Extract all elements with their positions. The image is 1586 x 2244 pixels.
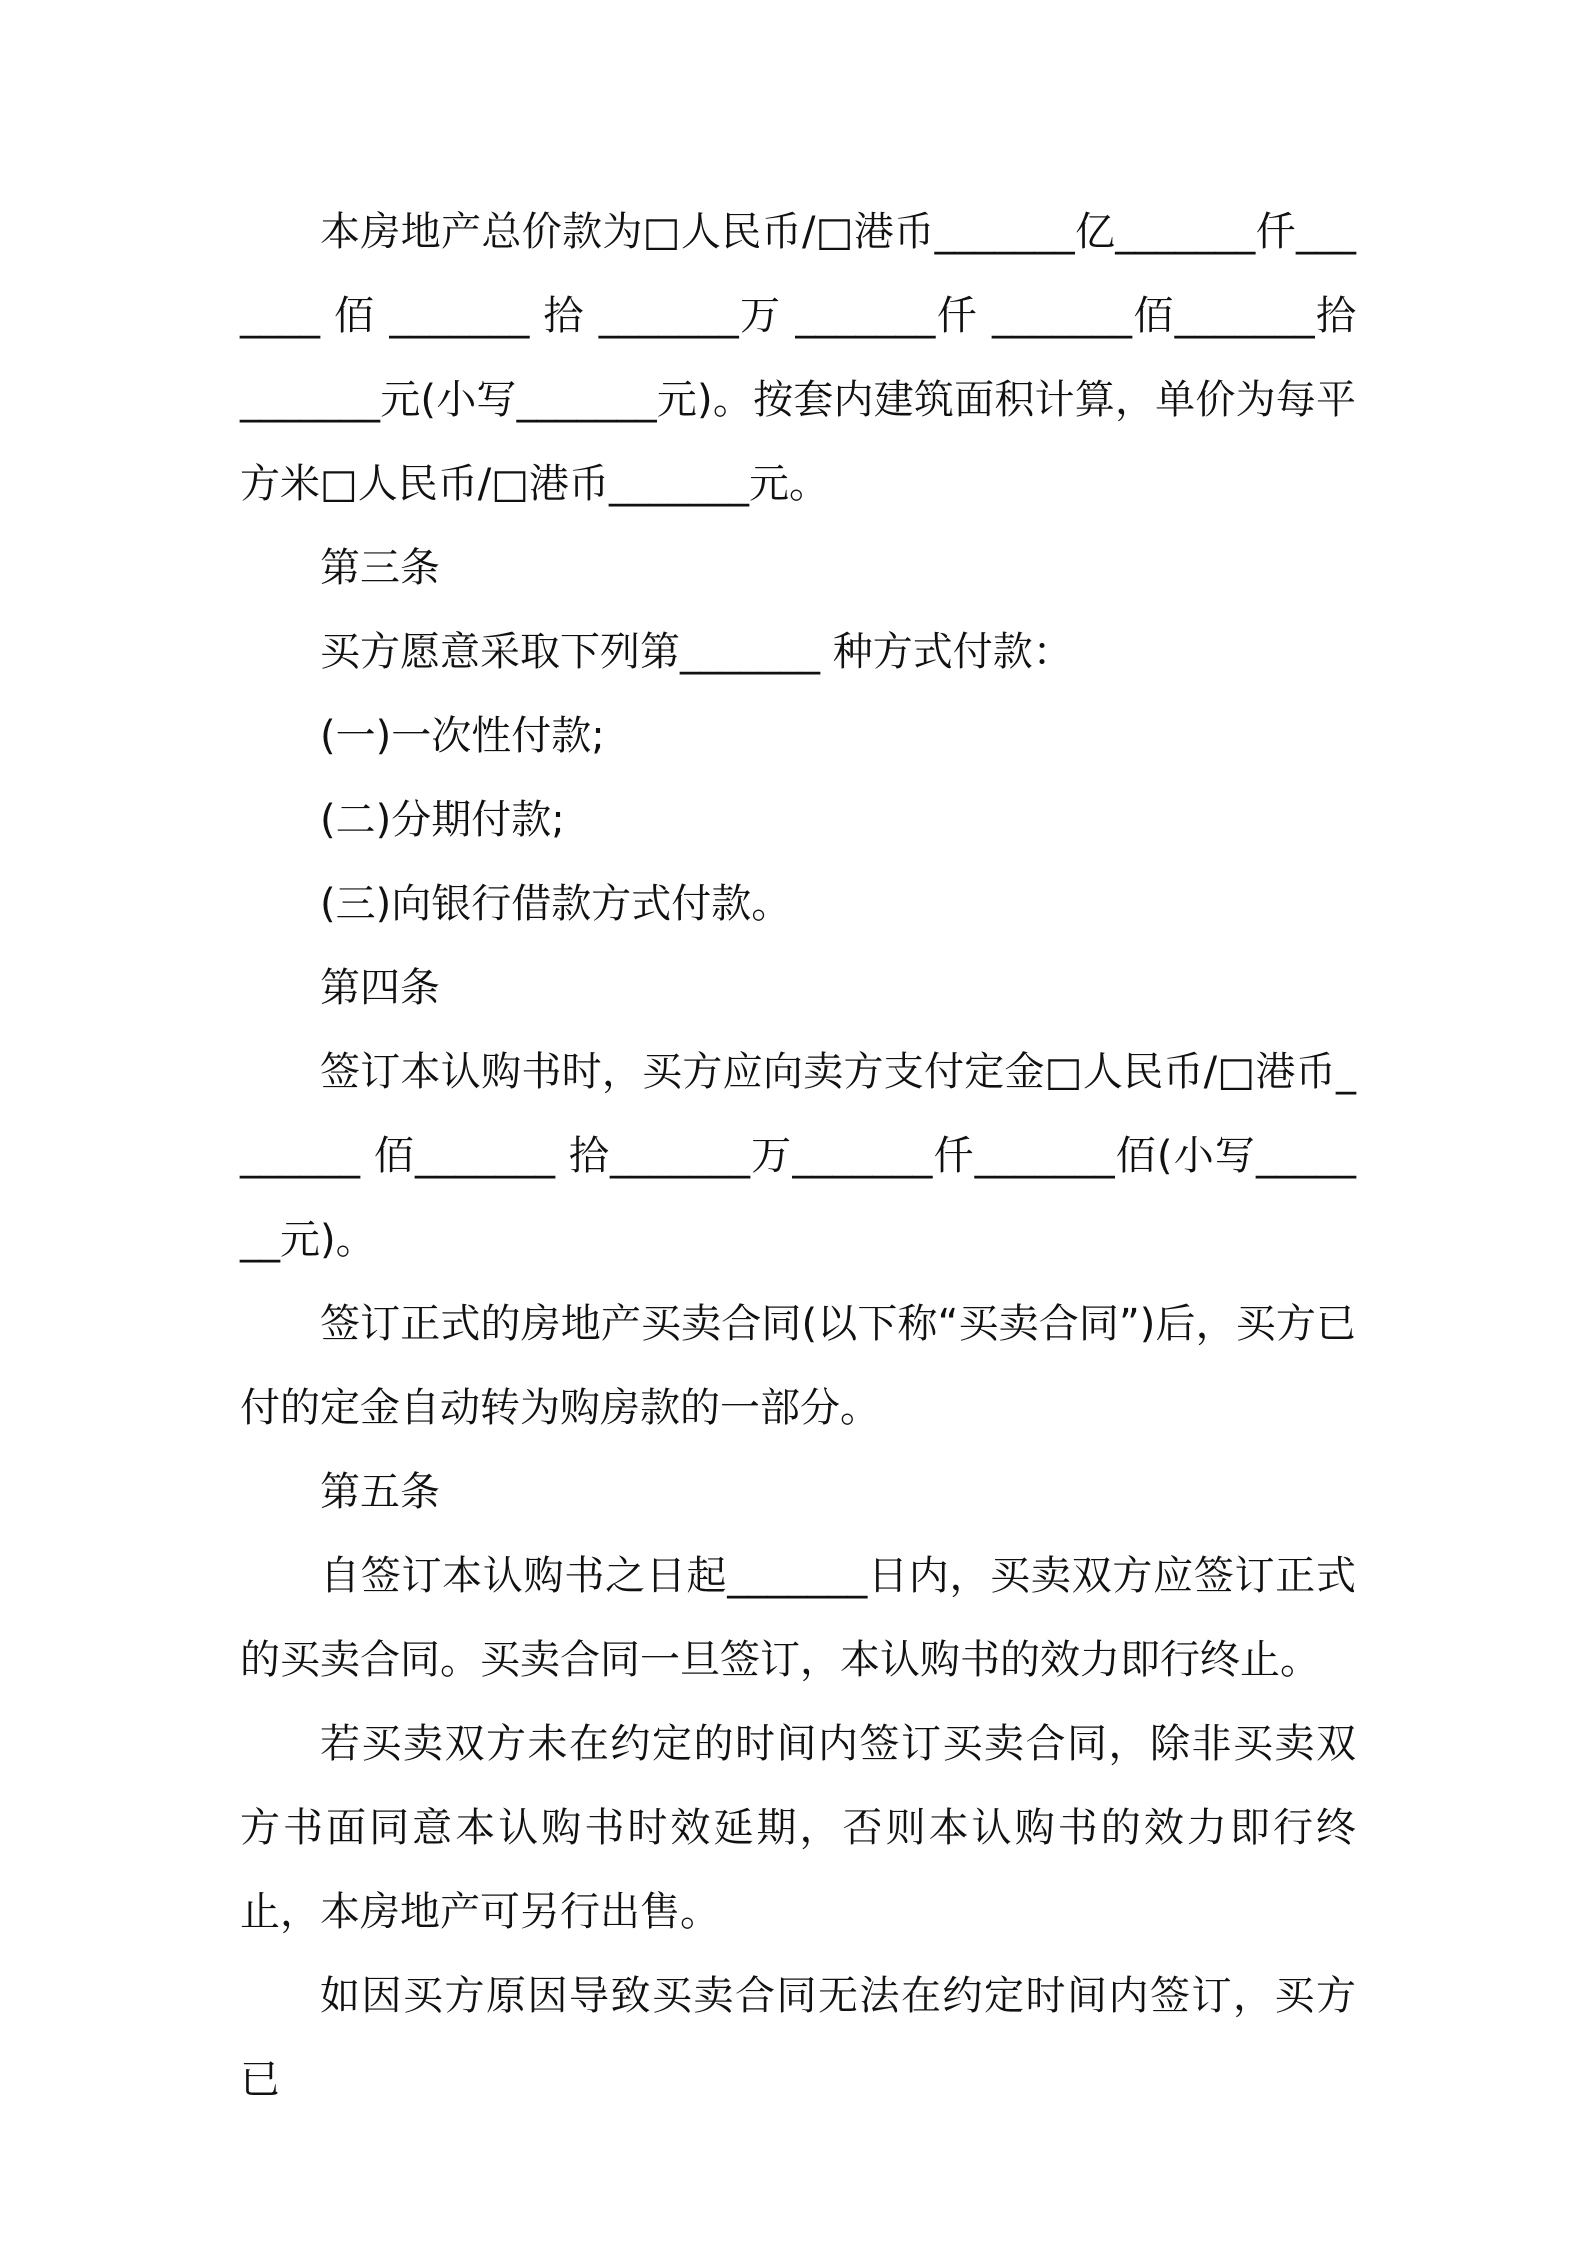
paragraph-buyer-fault: 如因买方原因导致买卖合同无法在约定时间内签订，买方已 xyxy=(240,1973,1356,2103)
paragraph-contract-deadline: 自签订本认购书之日起_______日内，买卖双方应签订正式的买卖合同。买卖合同一旦签订，本认购书的效力即行终止。 xyxy=(240,1553,1356,1683)
payment-option-lump-sum: (一)一次性付款; xyxy=(320,713,605,759)
paragraph-contract-expiry: 若买卖双方未在约定的时间内签订买卖合同，除非买卖双方书面同意本认购书时效延期，否则本认购书的效力即行终止，本房地产可另行出售。 xyxy=(240,1721,1356,1935)
paragraph-payment-method: 买方愿意采取下列第_______ 种方式付款： xyxy=(320,629,1073,675)
article-three-heading: 第三条 xyxy=(320,545,440,591)
paragraph-deposit: 签订本认购书时，买方应向卖方支付定金□人民币/□港币_______ 佰_______ 拾_______万_______仟_______佰(小写_______元)。 xyxy=(240,1049,1356,1263)
paragraph-deposit-conversion: 签订正式的房地产买卖合同(以下称“买卖合同”)后，买方已付的定金自动转为购房款的一部分。 xyxy=(240,1301,1356,1431)
payment-option-installment: (二)分期付款; xyxy=(320,797,565,843)
article-five-heading: 第五条 xyxy=(320,1469,440,1515)
article-four-heading: 第四条 xyxy=(320,965,440,1011)
document-page xyxy=(240,190,1356,2122)
payment-option-bank-loan: (三)向银行借款方式付款。 xyxy=(320,881,792,927)
paragraph-total-price: 本房地产总价款为□人民币/□港币_______亿_______仟_______ 佰 _______ 拾 _______万 _______仟 _______佰_______拾_______元(小写_______元)。按套内建筑面积计算，单价为每平方米□人民币/□港币_______元。 xyxy=(240,209,1356,507)
